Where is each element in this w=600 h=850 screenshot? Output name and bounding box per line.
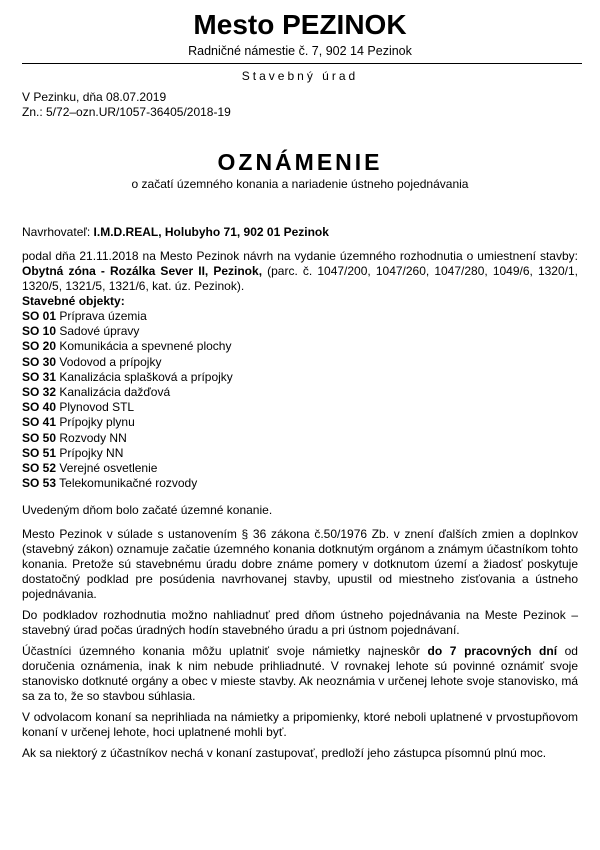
object-code: SO 01 xyxy=(22,309,57,323)
object-name: Vodovod a prípojky xyxy=(59,354,162,369)
object-code: SO 40 xyxy=(22,400,57,415)
object-item xyxy=(22,370,578,385)
object-item xyxy=(22,309,578,324)
notice-paragraph: Mesto Pezinok v súlade s ustanovením § 36 zákona č.50/1976 Zb. v znení ďalších zmien a doplnkov (stavebný zákon) oznamuje začatie územného konania dotknutým orgánom a známym účastníkom tohto konania. Pretože sú stavebnému úradu dobre známe pomery v dotknutom území a žiadosť poskytuje dostatočný podklad pre posúdenia navrhovanej stavby, upustil od miestneho zisťovania a ústneho pojednávania. xyxy=(22,527,578,602)
objections-text-2: od doručenia oznámenia, inak k nim nebude prihliadnuté. V rovnakej lehote sú povinné oznámiť svoje stanovisko dotknuté orgány a obec v mieste stavby. Ak neoznámia v určenej lehote svoje stanovisko, má sa za to, že so stavbou súhlasia. xyxy=(22,644,578,704)
object-code: SO 30 xyxy=(22,354,57,369)
object-item xyxy=(22,415,578,430)
object-code: SO 51 xyxy=(22,445,57,460)
intro-text-2: (parc. č. 1047/200, 1047/260, 1047/280, 1049/6, 1320/1, 1320/5, 1321/5, 1321/6, kat. úz. Pezinok). xyxy=(22,264,578,293)
documents-paragraph: Do podkladov rozhodnutia možno nahliadnuť pred dňom ústneho pojednávania na Meste Pezinok – stavebný úrad počas úradných hodín stavebného úradu a pri ústnom pojednávaní. xyxy=(22,608,578,638)
object-code: SO 32 xyxy=(22,385,57,400)
municipality-name: Mesto PEZINOK xyxy=(193,9,407,40)
representation-paragraph: Ak sa niektorý z účastníkov nechá v konaní zastupovať, predloží jeho zástupca písomnú plnú moc. xyxy=(22,746,547,761)
object-code: SO 53 xyxy=(22,476,57,491)
object-name: Prípojky NN xyxy=(59,445,124,460)
appeal-paragraph: V odvolacom konaní sa neprihliada na námietky a pripomienky, ktoré neboli uplatnené v prvostupňovom konaní v určenej lehote, hoci uplatnené mohli byť. xyxy=(22,710,578,740)
objects-heading: Stavebné objekty: xyxy=(22,294,125,308)
document-subtitle: o začatí územného konania a nariadenie ústneho pojednávania xyxy=(131,177,469,191)
intro-paragraph xyxy=(22,249,578,294)
object-item xyxy=(22,461,578,476)
object-name: Telekomunikačné rozvody xyxy=(59,476,198,491)
object-code: SO 52 xyxy=(22,461,57,476)
object-name: Verejné osvetlenie xyxy=(59,461,158,476)
object-code: SO 10 xyxy=(22,324,57,339)
document-body xyxy=(22,225,578,761)
reference-number: Zn.: 5/72–ozn.UR/1057-36405/2018-19 xyxy=(22,105,231,119)
object-item xyxy=(22,385,578,400)
applicant-line xyxy=(22,225,578,240)
office-name: Stavebný úrad xyxy=(241,69,359,83)
object-name: Plynovod STL xyxy=(59,400,135,415)
applicant-value: I.M.D.REAL, Holubyho 71, 902 01 Pezinok xyxy=(93,225,329,239)
object-name: Sadové úpravy xyxy=(59,324,140,339)
object-item xyxy=(22,400,578,415)
object-name: Rozvody NN xyxy=(59,430,127,445)
object-code: SO 41 xyxy=(22,415,57,430)
objections-deadline: do 7 pracovných dní xyxy=(427,644,558,659)
header-divider xyxy=(22,63,582,64)
date-line: V Pezinku, dňa 08.07.2019 xyxy=(22,90,167,104)
object-name: Príprava územia xyxy=(59,309,147,323)
objects-list xyxy=(22,309,578,491)
project-name: Obytná zóna - Rozálka Sever II, Pezinok, xyxy=(22,264,263,278)
municipality-address: Radničné námestie č. 7, 902 14 Pezinok xyxy=(188,44,412,58)
object-name: Kanalizácia splašková a prípojky xyxy=(59,369,233,384)
started-paragraph: Uvedeným dňom bolo začaté územné konanie. xyxy=(22,503,273,518)
objections-text-1: Účastníci územného konania môžu uplatniť svoje námietky najneskôr xyxy=(22,644,428,659)
object-code: SO 50 xyxy=(22,430,57,445)
object-name: Prípojky plynu xyxy=(59,415,135,430)
object-name: Komunikácia a spevnené plochy xyxy=(59,339,232,354)
object-item xyxy=(22,446,578,461)
object-item xyxy=(22,355,578,370)
object-item xyxy=(22,476,578,491)
object-name: Kanalizácia dažďová xyxy=(59,385,171,400)
object-code: SO 31 xyxy=(22,369,57,384)
objections-paragraph xyxy=(22,644,578,704)
document-title: OZNÁMENIE xyxy=(217,149,383,175)
object-code: SO 20 xyxy=(22,339,57,354)
object-item xyxy=(22,324,578,339)
intro-text-1: podal dňa 21.11.2018 na Mesto Pezinok návrh na vydanie územného rozhodnutia o umiestnení stavby: xyxy=(22,249,578,263)
object-item xyxy=(22,339,578,354)
object-item xyxy=(22,431,578,446)
applicant-label: Navrhovateľ: xyxy=(22,225,91,239)
